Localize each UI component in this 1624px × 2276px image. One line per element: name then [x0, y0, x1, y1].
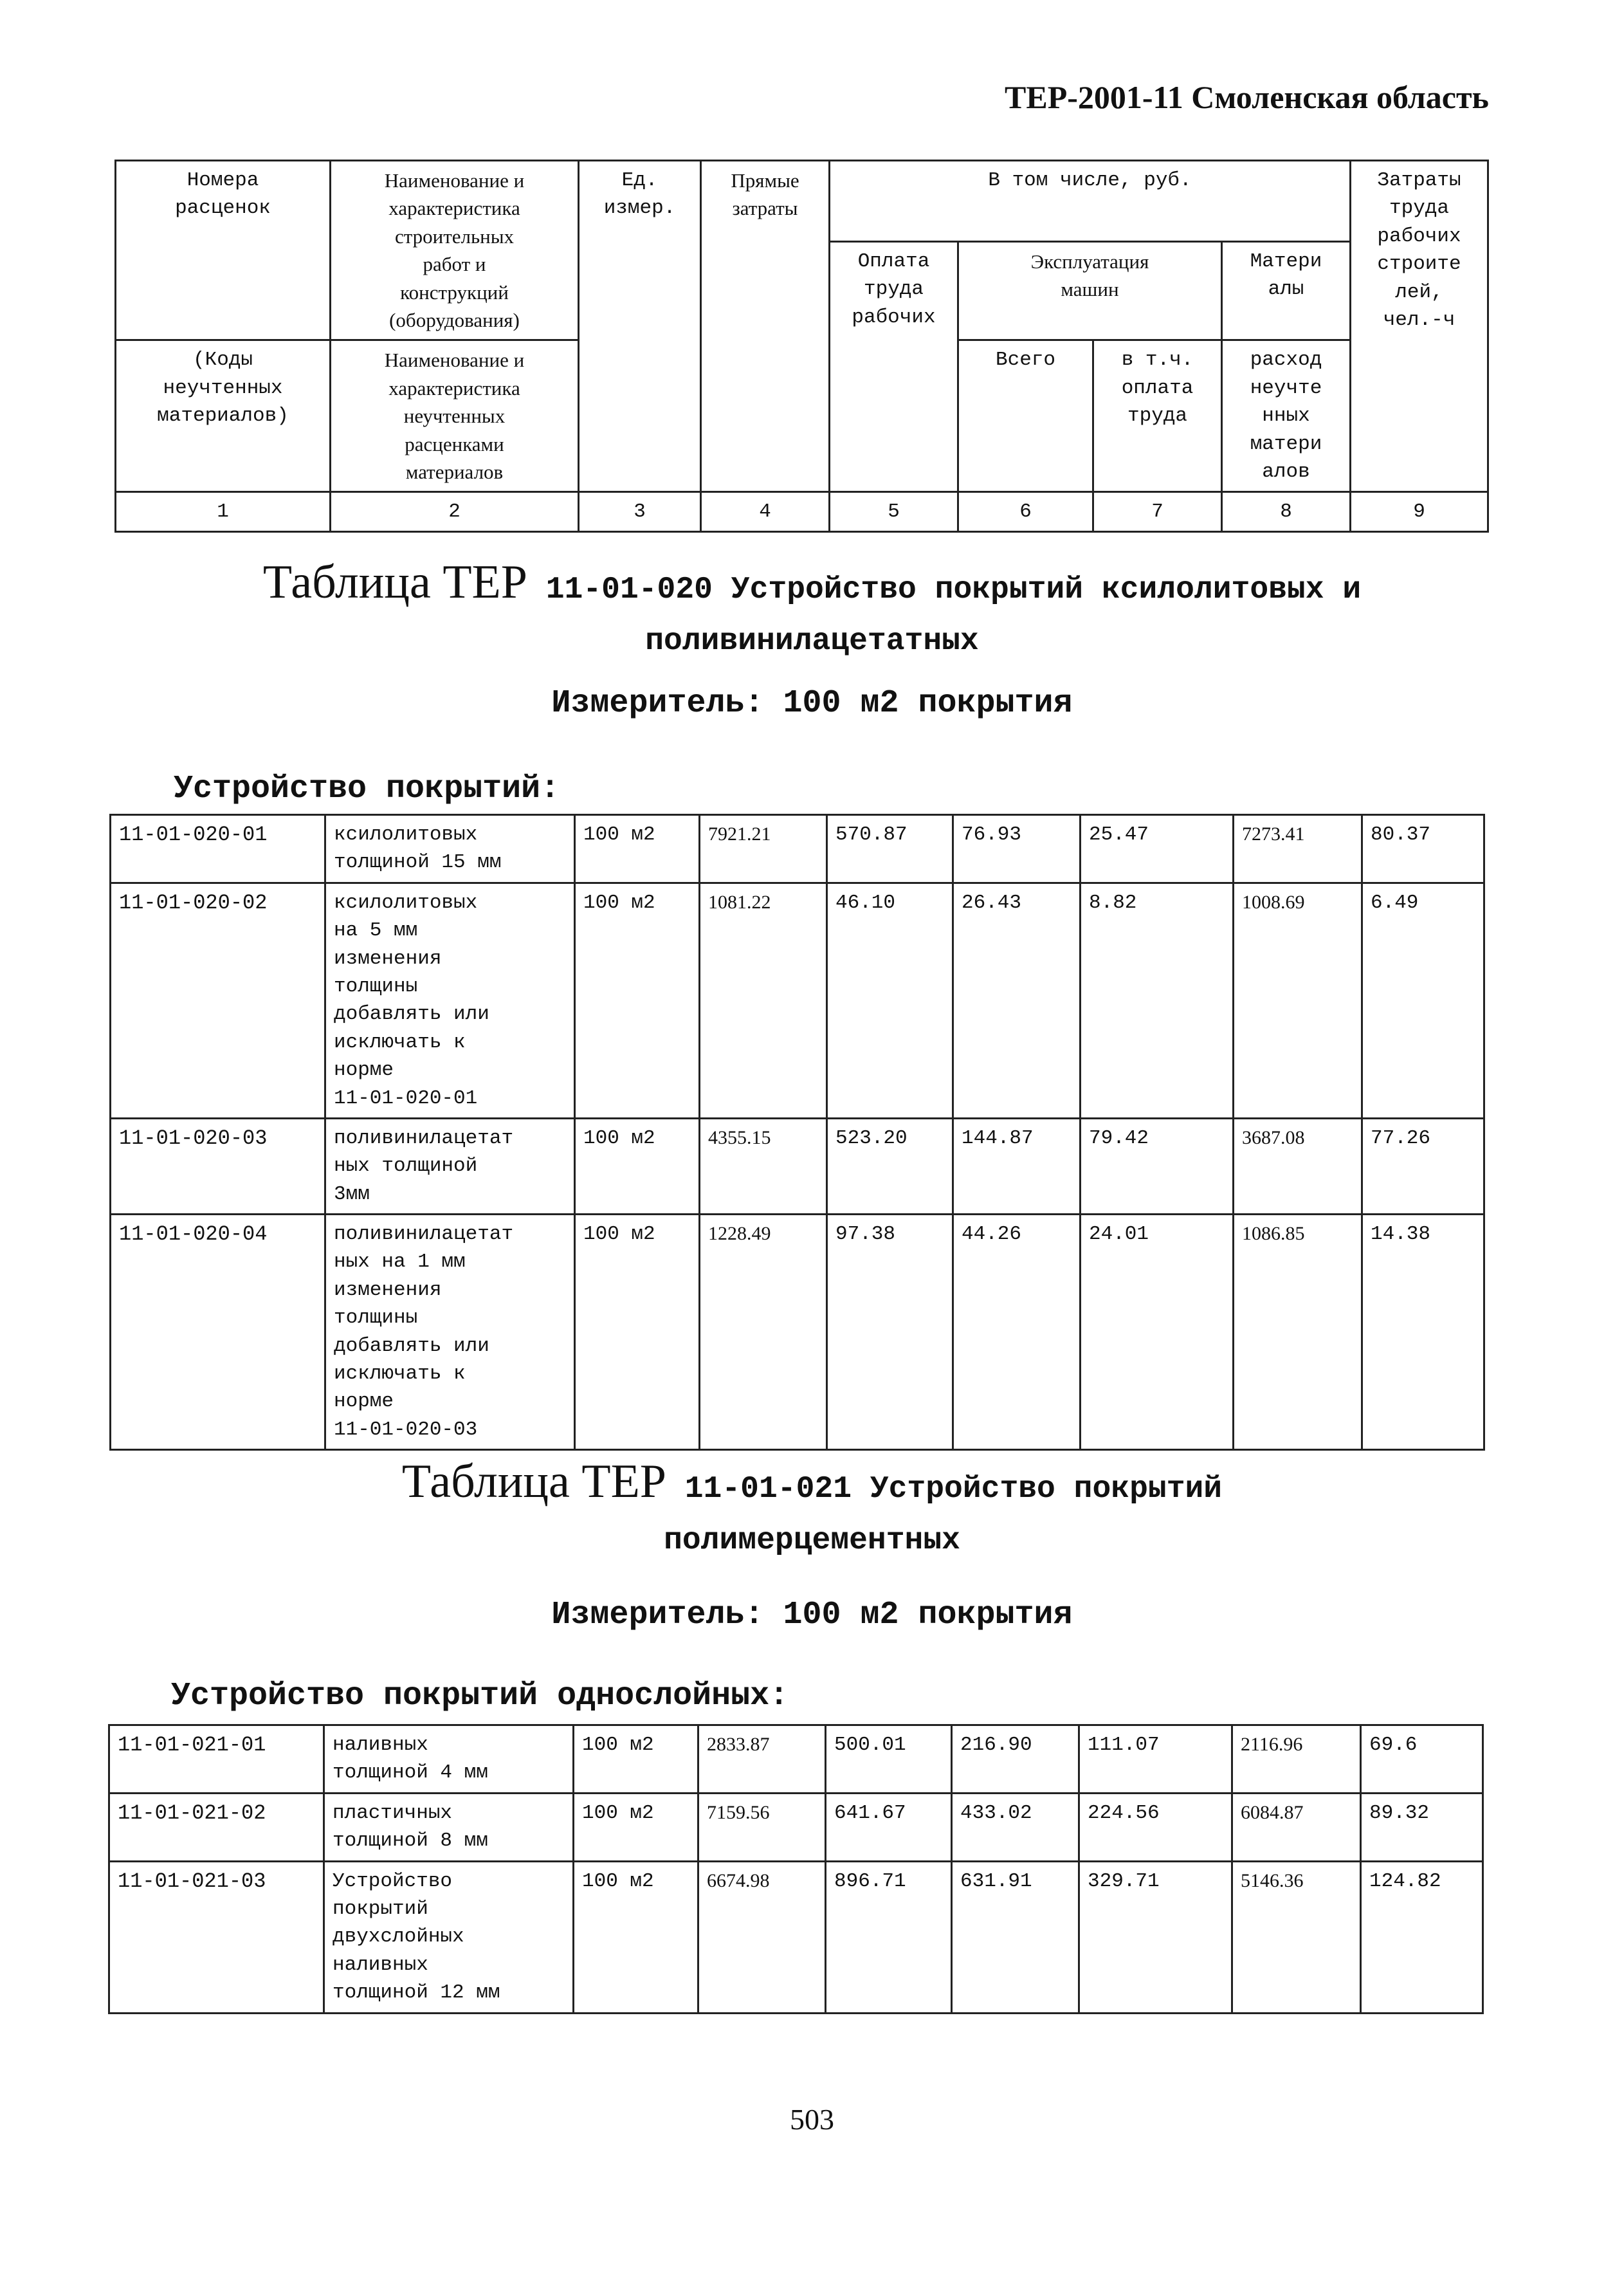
- rate-name: поливинилацетат ных толщиной 3мм: [325, 1118, 575, 1214]
- header-work-name: Наименование и характеристика строительных работ и конструкций (оборудования): [331, 161, 579, 340]
- rate-materials: 1008.69: [1234, 883, 1362, 1118]
- table-row: [109, 1793, 1483, 1861]
- table1-prefix: Таблица ТЕР: [262, 556, 527, 609]
- rate-materials: 3687.08: [1234, 1118, 1362, 1214]
- rate-labor: 77.26: [1362, 1118, 1484, 1214]
- table2-title: [0, 1446, 1624, 1564]
- rate-code: 11-01-020-04: [111, 1215, 325, 1450]
- rate-name: ксилолитовых толщиной 15 мм: [325, 815, 575, 883]
- rate-code: 11-01-021-03: [109, 1861, 324, 2013]
- table2-section: Устройство покрытий однослойных:: [171, 1678, 789, 1714]
- header-including-group: В том числе, руб.: [830, 161, 1351, 242]
- rate-labor: 6.49: [1362, 883, 1484, 1118]
- header-rate-numbers: Номера расценок: [116, 161, 331, 340]
- table-row: [111, 1118, 1484, 1214]
- header-unaccounted-name: Наименование и характеристика неучтенных расценками материалов: [331, 340, 579, 492]
- rate-labor: 14.38: [1362, 1215, 1484, 1450]
- rate-unit: 100 м2: [574, 1793, 698, 1861]
- table2-data: [108, 1724, 1484, 2014]
- header-unaccounted-codes: (Коды неучтенных материалов): [116, 340, 331, 492]
- rate-machines-wages: 24.01: [1081, 1215, 1234, 1450]
- column-number: 2: [331, 492, 579, 532]
- header-unit: Ед. измер.: [579, 161, 701, 492]
- rate-machines: 144.87: [953, 1118, 1081, 1214]
- rate-unit: 100 м2: [575, 883, 700, 1118]
- rate-direct-costs: 1228.49: [700, 1215, 827, 1450]
- rate-direct-costs: 4355.15: [700, 1118, 827, 1214]
- rate-direct-costs: 6674.98: [698, 1861, 826, 2013]
- rate-machines: 26.43: [953, 883, 1081, 1118]
- rate-machines: 76.93: [953, 815, 1081, 883]
- header-direct-costs: Прямые затраты: [701, 161, 830, 492]
- table-row: [111, 815, 1484, 883]
- column-number: 4: [701, 492, 830, 532]
- header-machines-total: Всего: [958, 340, 1093, 492]
- column-number: 3: [579, 492, 701, 532]
- table2-title-line2: полимерцементных: [664, 1523, 960, 1558]
- column-number: 6: [958, 492, 1093, 532]
- rate-unit: 100 м2: [575, 1118, 700, 1214]
- rate-name: поливинилацетат ных на 1 мм изменения толщины добавлять или исключать к норме 11-01-020-03: [325, 1215, 575, 1450]
- rate-machines: 433.02: [952, 1793, 1079, 1861]
- header-machines-wages: в т.ч. оплата труда: [1093, 340, 1222, 492]
- rate-labor: 69.6: [1361, 1725, 1483, 1794]
- rate-name: Устройство покрытий двухслойных наливных толщиной 12 мм: [324, 1861, 574, 2013]
- table2-measure: Измеритель: 100 м2 покрытия: [551, 1597, 1073, 1633]
- table1-title-line1: Устройство покрытий ксилолитовых и: [731, 573, 1362, 607]
- rate-unit: 100 м2: [575, 815, 700, 883]
- rate-code: 11-01-021-01: [109, 1725, 324, 1794]
- rate-materials: 1086.85: [1234, 1215, 1362, 1450]
- rate-wages: 46.10: [827, 883, 953, 1118]
- rate-machines: 44.26: [953, 1215, 1081, 1450]
- table2-code: 11-01-021: [684, 1472, 852, 1507]
- rate-materials: 2116.96: [1232, 1725, 1361, 1794]
- rate-direct-costs: 7159.56: [698, 1793, 826, 1861]
- table1-measure: Измеритель: 100 м2 покрытия: [551, 685, 1073, 722]
- rate-name: ксилолитовых на 5 мм изменения толщины добавлять или исключать к норме 11-01-020-01: [325, 883, 575, 1118]
- rate-wages: 500.01: [826, 1725, 952, 1794]
- column-number: 5: [830, 492, 958, 532]
- rate-direct-costs: 7921.21: [700, 815, 827, 883]
- rate-machines: 631.91: [952, 1861, 1079, 2013]
- rate-machines: 216.90: [952, 1725, 1079, 1794]
- rate-unit: 100 м2: [574, 1725, 698, 1794]
- rate-direct-costs: 1081.22: [700, 883, 827, 1118]
- rate-name: наливных толщиной 4 мм: [324, 1725, 574, 1794]
- rate-labor: 124.82: [1361, 1861, 1483, 2013]
- rate-machines-wages: 25.47: [1081, 815, 1234, 883]
- rate-labor: 89.32: [1361, 1793, 1483, 1861]
- page-number: 503: [790, 2103, 834, 2136]
- rate-unit: 100 м2: [574, 1861, 698, 2013]
- column-number: 9: [1351, 492, 1488, 532]
- table1-title: [0, 547, 1624, 665]
- table-row: [109, 1725, 1483, 1794]
- column-header-table: [114, 160, 1489, 533]
- rate-wages: 641.67: [826, 1793, 952, 1861]
- page-header: ТЕР-2001-11 Смоленская область: [1005, 79, 1489, 115]
- table-row: [111, 1215, 1484, 1450]
- rate-machines-wages: 224.56: [1079, 1793, 1232, 1861]
- table1-code: 11-01-020: [545, 573, 713, 607]
- rate-wages: 896.71: [826, 1861, 952, 2013]
- header-machines: Эксплуатация машин: [958, 242, 1222, 340]
- rate-code: 11-01-021-02: [109, 1793, 324, 1861]
- header-unaccounted-consumption: расход неучте нных матери алов: [1222, 340, 1351, 492]
- rate-machines-wages: 79.42: [1081, 1118, 1234, 1214]
- table1-title-line2: поливинилацетатных: [645, 624, 979, 659]
- rate-wages: 523.20: [827, 1118, 953, 1214]
- column-number: 7: [1093, 492, 1222, 532]
- rate-labor: 80.37: [1362, 815, 1484, 883]
- table-row: [111, 883, 1484, 1118]
- rate-materials: 6084.87: [1232, 1793, 1361, 1861]
- rate-unit: 100 м2: [575, 1215, 700, 1450]
- rate-code: 11-01-020-02: [111, 883, 325, 1118]
- table2-prefix: Таблица ТЕР: [401, 1455, 666, 1508]
- table-row: [109, 1861, 1483, 2013]
- rate-materials: 5146.36: [1232, 1861, 1361, 2013]
- column-number: 1: [116, 492, 331, 532]
- rate-wages: 570.87: [827, 815, 953, 883]
- table2-title-line1: Устройство покрытий: [870, 1472, 1223, 1507]
- rate-direct-costs: 2833.87: [698, 1725, 826, 1794]
- rate-machines-wages: 111.07: [1079, 1725, 1232, 1794]
- table1-section: Устройство покрытий:: [174, 771, 560, 807]
- rate-machines-wages: 329.71: [1079, 1861, 1232, 2013]
- column-number: 8: [1222, 492, 1351, 532]
- header-wages: Оплата труда рабочих: [830, 242, 958, 492]
- rate-machines-wages: 8.82: [1081, 883, 1234, 1118]
- rate-name: пластичных толщиной 8 мм: [324, 1793, 574, 1861]
- rate-code: 11-01-020-01: [111, 815, 325, 883]
- header-labor-costs: Затраты труда рабочих строите лей, чел.-ч: [1351, 161, 1488, 492]
- rate-wages: 97.38: [827, 1215, 953, 1450]
- table1-data: [109, 814, 1485, 1451]
- rate-materials: 7273.41: [1234, 815, 1362, 883]
- header-materials: Матери алы: [1222, 242, 1351, 340]
- rate-code: 11-01-020-03: [111, 1118, 325, 1214]
